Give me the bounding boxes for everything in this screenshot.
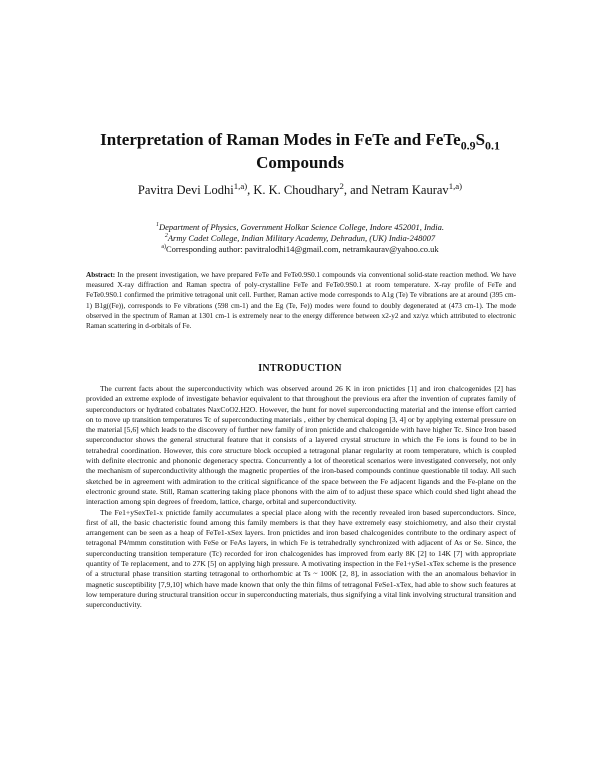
paper-title <box>40 128 560 174</box>
abstract-label: Abstract: <box>86 271 116 279</box>
affiliation-2-text: Army Cadet College, Indian Military Academy, Dehradun, (UK) India-248007 <box>167 233 436 243</box>
abstract <box>86 270 516 331</box>
paragraph-2: The Fe1+ySexTe1-x pnictide family accumulates a special place along with the recently revealed iron based superconductors. Since, first of all, the basic chacteristic found among this family members is that they have extremely easy stoichiometry, and also their crystal arrangement can be seen as a heap of FeTe1-xSex layers. Iron pnictides and iron based chalcogenides contribute to the ordinary aspect of tetragonal P4/mmm constitution with FeSe or FeAs layers, in which Fe is tetrahedrally synchronized with adjacent of As or Se. Since, the superconducting transition temperature (Tc) recorded for iron chalcogenides has improved from early 8K [2] to 14K [7] with appropriate quantity of Te replacement, and to 27K [5] on applying high pressure. A motivating inspection in the Fe1+ySe1-xTex scheme is the presence of a structural phase transition starting tetragonal to orthorhombic at Ts ~ 100K [2, 8], in association with the an anomalous behavior in magnetic susceptibility [7,9,10] which have made known that only the thin films of tetragonal FeSe1-xTex, had able to show such features at low temperature during structural transition occur in superconducting materials, thus signifying a vital link involving structural transition and superconductivity. <box>86 507 516 610</box>
title-line2: Compounds <box>256 153 344 172</box>
author-1-affil: 1,a) <box>233 180 248 191</box>
paragraph-1: The current facts about the superconductivity which was observed around 26 K in iron pnictides [1] and iron chalcogenides [2] has provided an extreme explode of investigate behavior equivalent to that throughout the previous era after the invention of cuprates family of superconductors or hydrated cobaltates NaxCoO2.H2O. However, the hunt for novel superconducting material and the intense effort carried on to move up transition temperatures Tc of superconducting materials , either by chemical doping [3, 4] or by applying external pressure on the material [5,6] which leads to the discovery of further new family of iron pnictide and chalcogenide with have higher Tc. Since Iron based superconductor shows the general structural feature that it consists of a layered crystal structure in which the Fe ions is found to be in tetrahedral coordination. However, this core structure block occupied a tetragonal planar regularity at room temperature, which is coupled with definite electronic and phononic degeneracy spectra. Concurrently a lot of theoretical scenarios were investigated conversely, not only the mechanism of superconductivity although the magnetic properties of the iron-based compounds continue questionable til today. All such sketched be in agreement with admiration to the critical significance of the space between the Fe adjacent ligands and the Fe-plane on the electronic ground state. Still, Raman scattering taking place phonons with the aim of to adjust these space which could shed light ahead the interaction among spin degrees of freedom, lattice, charge, orbital and superconductivity. <box>86 384 516 507</box>
author-2-affil: 2 <box>339 180 344 191</box>
author-1: Pavitra Devi Lodhi <box>137 183 234 197</box>
corresponding-text: Corresponding author: pavitralodhi14@gmail.com, netramkaurav@yahoo.co.uk <box>165 244 439 254</box>
corresponding-author <box>40 244 560 255</box>
affiliation-2-mark: 2 <box>164 233 168 240</box>
introduction-body <box>86 384 516 611</box>
title-line1: Interpretation of Raman Modes in FeTe and FeTe <box>100 130 461 149</box>
section-heading-introduction: INTRODUCTION <box>258 363 342 374</box>
affiliation-2 <box>40 233 560 244</box>
author-3-affil: 1,a) <box>448 180 463 191</box>
author-list <box>40 180 560 198</box>
abstract-text: In the present investigation, we have prepared FeTe and FeTe0.9S0.1 compounds via conventional solid-state reaction method. We have measured X-ray diffraction and Raman spectra of poly-crystalline FeTe and FeTe0.9S0.1 at room temperature. X-ray profile of FeTe and FeTe0.9S0.1 confirmed the primitive tetragonal unit cell. Further, Raman active mode corresponds to A1g (Te) Te vibrations are at around (395 cm-1) B1g((Fe)), corresponds to Fe vibrations (598 cm-1) and the Eg (Te, Fe)) modes were found to doubly degenerated at (473 cm-1). The mode observed in the spectrum of Raman at 1301 cm-1 is extremely near to the energy difference between x2-y2 and xz/yz which attributed to electronic Raman scattering in d-orbitals of Fe. <box>86 271 517 331</box>
title-subscript-2: 0.1 <box>485 138 500 153</box>
title-subscript-1: 0.9 <box>460 138 476 153</box>
affiliation-1-mark: 1 <box>155 222 159 229</box>
author-2: , K. K. Choudhary <box>247 183 340 197</box>
affiliations <box>40 222 560 255</box>
affiliation-1-text: Department of Physics, Government Holkar Science College, Indore 452001, India. <box>158 222 445 232</box>
author-3: , and Netram Kaurav <box>343 183 449 197</box>
title-s: S <box>475 130 486 149</box>
corresponding-mark: a) <box>161 244 166 251</box>
affiliation-1 <box>40 222 560 233</box>
